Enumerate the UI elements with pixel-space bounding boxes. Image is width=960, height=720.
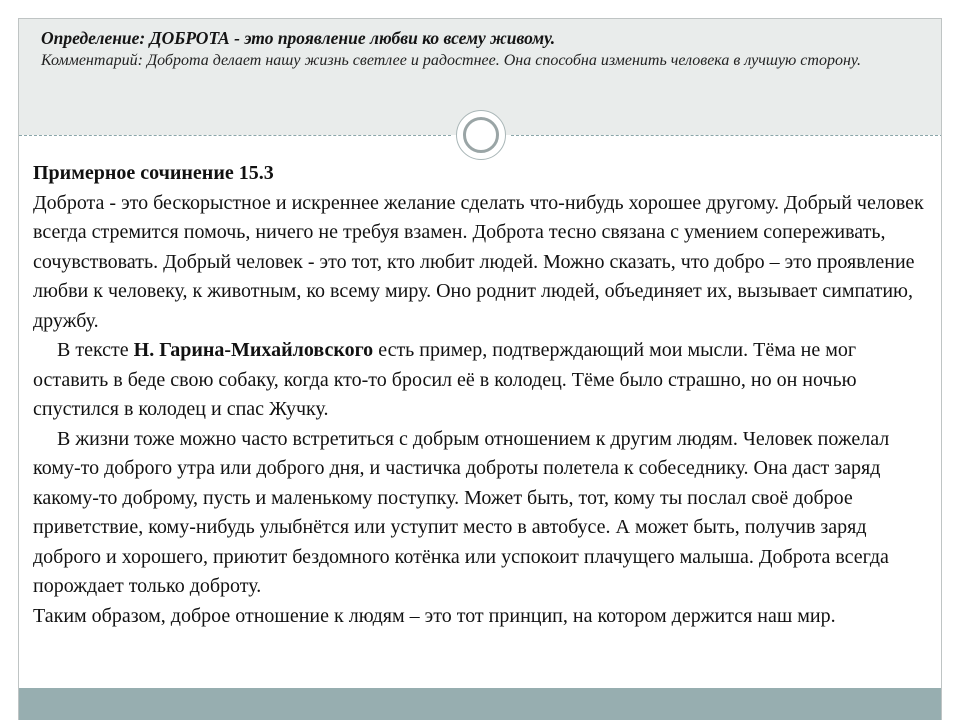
circle-ornament-inner bbox=[463, 117, 499, 153]
paragraph-2-rest: есть пример, подтверждающий мои мысли. Тёма не мог оставить в беде свою собаку, когда кто-то бросил её в колодец. Тёме было страшно, но он ночью спустился в колодец и спас Жучку. bbox=[33, 339, 857, 420]
essay-paragraph-1: Доброта - это бескорыстное и искреннее желание сделать что-нибудь хорошее другому. Добрый человек всегда стремится помочь, ничего не требуя взамен. Доброта тесно связана с умением сопереживать, сочувствовать. Добрый человек - это тот, кто любит людей. Можно сказать, что добро – это проявление любви к человеку, к животным, ко всему миру. Оно роднит людей, объединяет их, вызывает симпатию, дружбу. bbox=[33, 191, 924, 332]
essay-body bbox=[33, 159, 933, 631]
comment-text: Комментарий: Доброта делает нашу жизнь светлее и радостнее. Она способна изменить человека в лучшую сторону. bbox=[41, 52, 861, 69]
definition-text: Определение: ДОБРОТА - это проявление любви ко всему живому. bbox=[41, 28, 556, 48]
slide bbox=[18, 18, 942, 720]
essay-paragraph-4: Таким образом, доброе отношение к людям – это тот принцип, на котором держится наш мир. bbox=[33, 604, 836, 627]
footer-band bbox=[19, 688, 941, 720]
divider-right bbox=[511, 135, 942, 136]
paragraph-2-intro: В тексте bbox=[57, 339, 134, 361]
author-name: Н. Гарина-Михайловского bbox=[133, 339, 374, 361]
essay-paragraph-3: В жизни тоже можно часто встретиться с добрым отношением к другим людям. Человек пожелал кому-то доброго утра или доброго дня, и частичка доброты полетела к собеседнику. Она даст заряд какому-то доброму, пусть и маленькому поступку. Может быть, тот, кому ты послал своё доброе приветствие, кому-нибудь улыбнётся или уступит место в автобусе. А может быть, получив заряд доброго и хорошего, приютит бездомного котёнка или успокоит плачущего малыша. Доброта всегда порождает только доброту. bbox=[33, 427, 890, 597]
divider-left bbox=[19, 135, 451, 136]
essay-paragraph-2 bbox=[33, 336, 933, 425]
circle-ornament-icon bbox=[456, 110, 506, 160]
essay-title: Примерное сочинение 15.3 bbox=[33, 162, 274, 184]
